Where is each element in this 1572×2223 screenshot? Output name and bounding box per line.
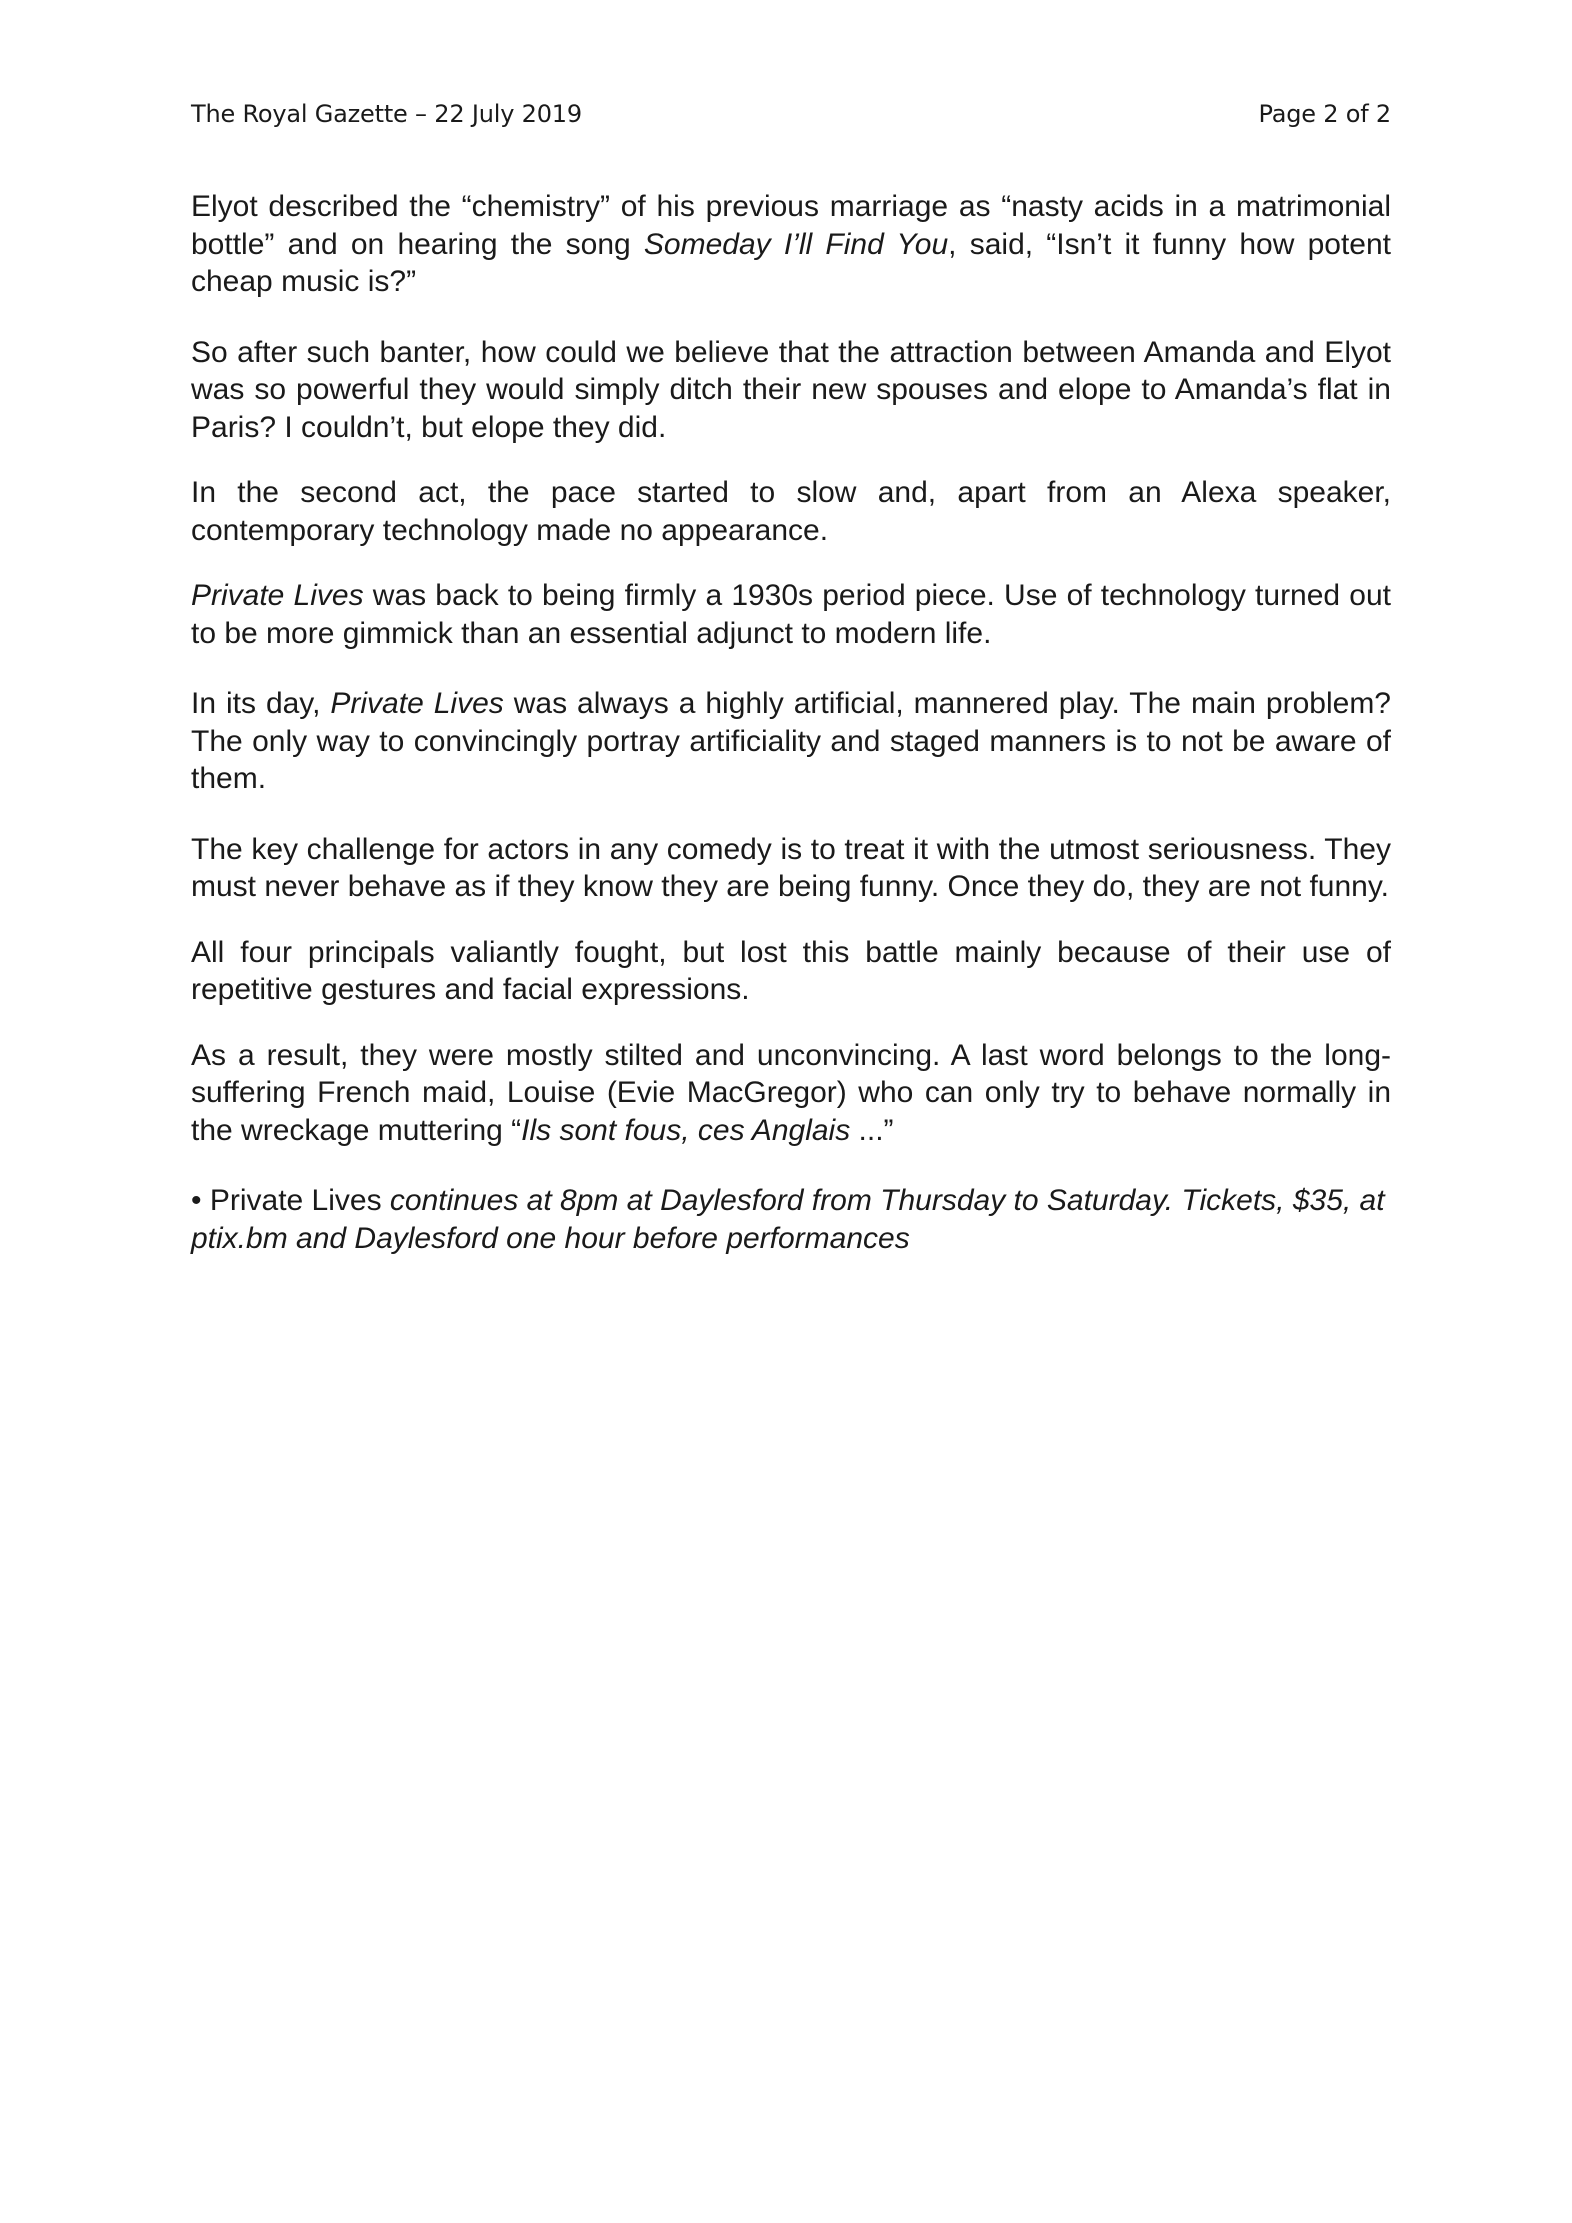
paragraph-1 (191, 188, 1391, 301)
paragraph-5-text-a: In its day, (191, 687, 331, 720)
play-title: Private Lives (330, 687, 504, 720)
article-body (191, 188, 1391, 1290)
paragraph-6 (191, 831, 1391, 906)
performance-info (191, 1182, 1391, 1257)
french-quote: Ils sont fous, ces Anglais (521, 1113, 851, 1147)
performance-info-title: • Private Lives (191, 1184, 390, 1217)
page-header (191, 96, 1391, 132)
song-title: Someday I’ll Find You (643, 227, 949, 261)
paragraph-8-text-c: ...” (850, 1113, 894, 1147)
paragraph-3 (191, 474, 1391, 549)
paragraph-7 (191, 934, 1391, 1009)
play-title: Private Lives (191, 579, 364, 612)
paragraph-7-text: All four principals valiantly fought, but lost this battle mainly because of their use of repetitive gestures and facial expressions. (191, 935, 1391, 1006)
paragraph-4 (191, 577, 1391, 652)
performance-info-details: continues at 8pm at Daylesford from Thursday to Saturday. Tickets, $35, at ptix.bm and Daylesford one hour before performances (191, 1184, 1385, 1255)
paragraph-1-text-c: , said, “Isn’t it funny how potent cheap music is?” (191, 227, 1391, 298)
publication-dateline: The Royal Gazette – 22 July 2019 (191, 100, 582, 128)
paragraph-8-text-a: As a result, they were mostly stilted and unconvincing. A last word belongs to the long-suffering French maid, Louise (Evie MacGregor) who can only try to behave normally in the wreckage muttering “ (191, 1038, 1391, 1147)
paragraph-8 (191, 1037, 1391, 1150)
paragraph-5-text-c: was always a highly artificial, mannered play. The main problem? The only way to convincingly portray artificiality and staged manners is to not be aware of them. (191, 687, 1391, 795)
paragraph-2 (191, 334, 1391, 447)
paragraph-6-text: The key challenge for actors in any comedy is to treat it with the utmost seriousness. They must never behave as if they know they are being funny. Once they do, they are not funny. (191, 832, 1391, 903)
paragraph-3-text: In the second act, the pace started to slow and, apart from an Alexa speaker, contemporary technology made no appearance. (191, 476, 1391, 547)
paragraph-1-text-a: Elyot described the “chemistry” of his previous marriage as “nasty acids in a matrimonial bottle” and on hearing the song (191, 190, 1391, 261)
page-number: Page 2 of 2 (1258, 100, 1391, 128)
paragraph-4-text-b: was back to being firmly a 1930s period piece. Use of technology turned out to be more gimmick than an essential adjunct to modern life. (191, 579, 1391, 650)
paragraph-2-text: So after such banter, how could we believe that the attraction between Amanda and Elyot was so powerful they would simply ditch their new spouses and elope to Amanda’s flat in Paris? I couldn’t, but elope they did. (191, 335, 1391, 444)
paragraph-5 (191, 685, 1391, 798)
